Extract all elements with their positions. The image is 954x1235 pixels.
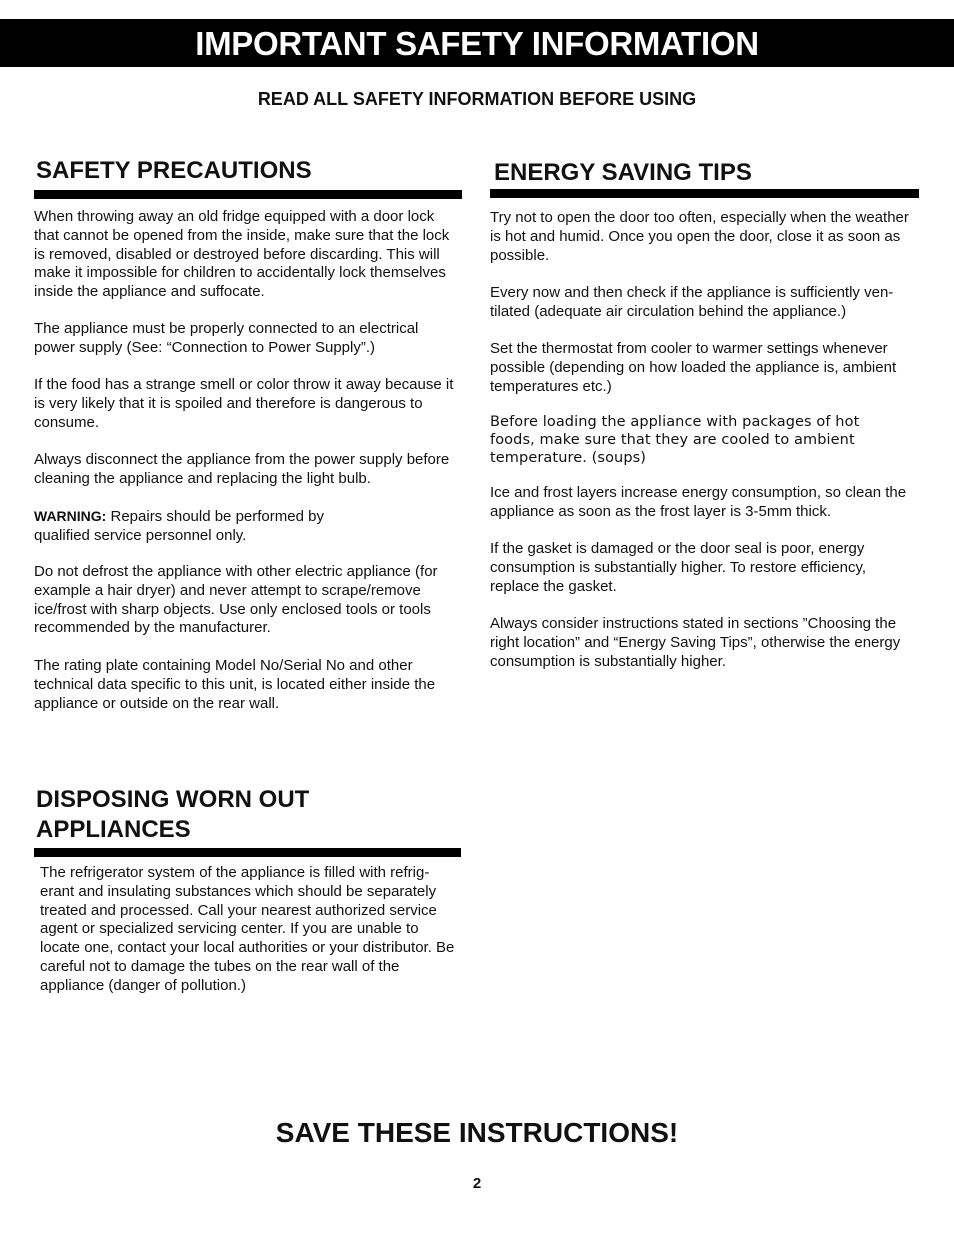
warning-text: Repairs should be performed by qualified service personnel only. [34, 508, 324, 544]
safety-paragraph-spoiled-food: If the food has a strange smell or color throw it away because it is very likely that it is spoiled and therefore is dangerous to consume. [34, 376, 454, 431]
page-subtitle: READ ALL SAFETY INFORMATION BEFORE USING [257, 89, 697, 109]
safety-paragraph-disconnect: Always disconnect the appliance from the power supply before cleaning the appliance and replacing the light bulb. [34, 451, 450, 487]
disposing-rule [34, 848, 461, 857]
safety-precautions-heading: SAFETY PRECAUTIONS [36, 157, 312, 184]
save-instructions-heading: SAVE THESE INSTRUCTIONS! [275, 1117, 679, 1148]
energy-saving-heading: ENERGY SAVING TIPS [494, 159, 752, 186]
safety-paragraph-rating-plate: The rating plate containing Model No/Serial No and other technical data specific to this unit, is located either inside the appliance or outside on the rear wall. [34, 657, 436, 712]
safety-paragraph-warning [34, 507, 364, 546]
energy-paragraph-door: Try not to open the door too often, especially when the weather is hot and humid. Once you open the door, close it as soon as possible. [490, 209, 909, 264]
energy-paragraph-ventilation: Every now and then check if the appliance is sufficiently ven-tilated (adequate air circulation behind the appliance.) [490, 284, 894, 320]
energy-paragraph-frost: Ice and frost layers increase energy consumption, so clean the appliance as soon as the frost layer is 3-5mm thick. [490, 484, 907, 520]
safety-paragraph-defrost: Do not defrost the appliance with other electric appliance (for example a hair dryer) and never attempt to scrape/remove ice/frost with sharp objects. Use only enclosed tools or tools recommended by the manufacturer. [34, 563, 438, 637]
energy-paragraph-gasket: If the gasket is damaged or the door seal is poor, energy consumption is substantially higher. To restore efficiency, replace the gasket. [490, 540, 867, 595]
disposing-paragraph: The refrigerator system of the appliance is filled with refrig-erant and insulating substances which should be separately treated and processed. Call your nearest authorized service agent or specialized servicing center. If you are unable to locate one, contact your local authorities or your distributor. Be careful not to damage the tubes on the rear wall of the appliance (danger of pollution.) [40, 864, 455, 994]
energy-paragraph-hot-foods: Before loading the appliance with packages of hot foods, make sure that they are cooled to ambient temperature. (soups) [490, 414, 860, 467]
page-number: 2 [472, 1175, 482, 1192]
safety-paragraph-power-connection: The appliance must be properly connected to an electrical power supply (See: “Connection to Power Supply”.) [34, 320, 419, 356]
page-title: IMPORTANT SAFETY INFORMATION [195, 25, 759, 62]
safety-paragraph-door-lock: When throwing away an old fridge equipped with a door lock that cannot be opened from the inside, make sure that the lock is removed, disabled or destroyed before discarding. This will make it impossible for children to accidentally lock themselves inside the appliance and suffocate. [34, 208, 450, 301]
disposing-heading: DISPOSING WORN OUT APPLIANCES [36, 786, 310, 843]
energy-paragraph-instructions: Always consider instructions stated in sections ”Choosing the right location” and “Energy Saving Tips”, otherwise the energy consumption is substantially higher. [490, 615, 901, 670]
energy-paragraph-thermostat: Set the thermostat from cooler to warmer settings whenever possible (depending on how loaded the appliance is, ambient temperatures etc.) [490, 340, 897, 395]
energy-saving-rule [490, 189, 919, 198]
safety-precautions-rule [34, 190, 462, 199]
warning-label: WARNING: [34, 508, 107, 524]
